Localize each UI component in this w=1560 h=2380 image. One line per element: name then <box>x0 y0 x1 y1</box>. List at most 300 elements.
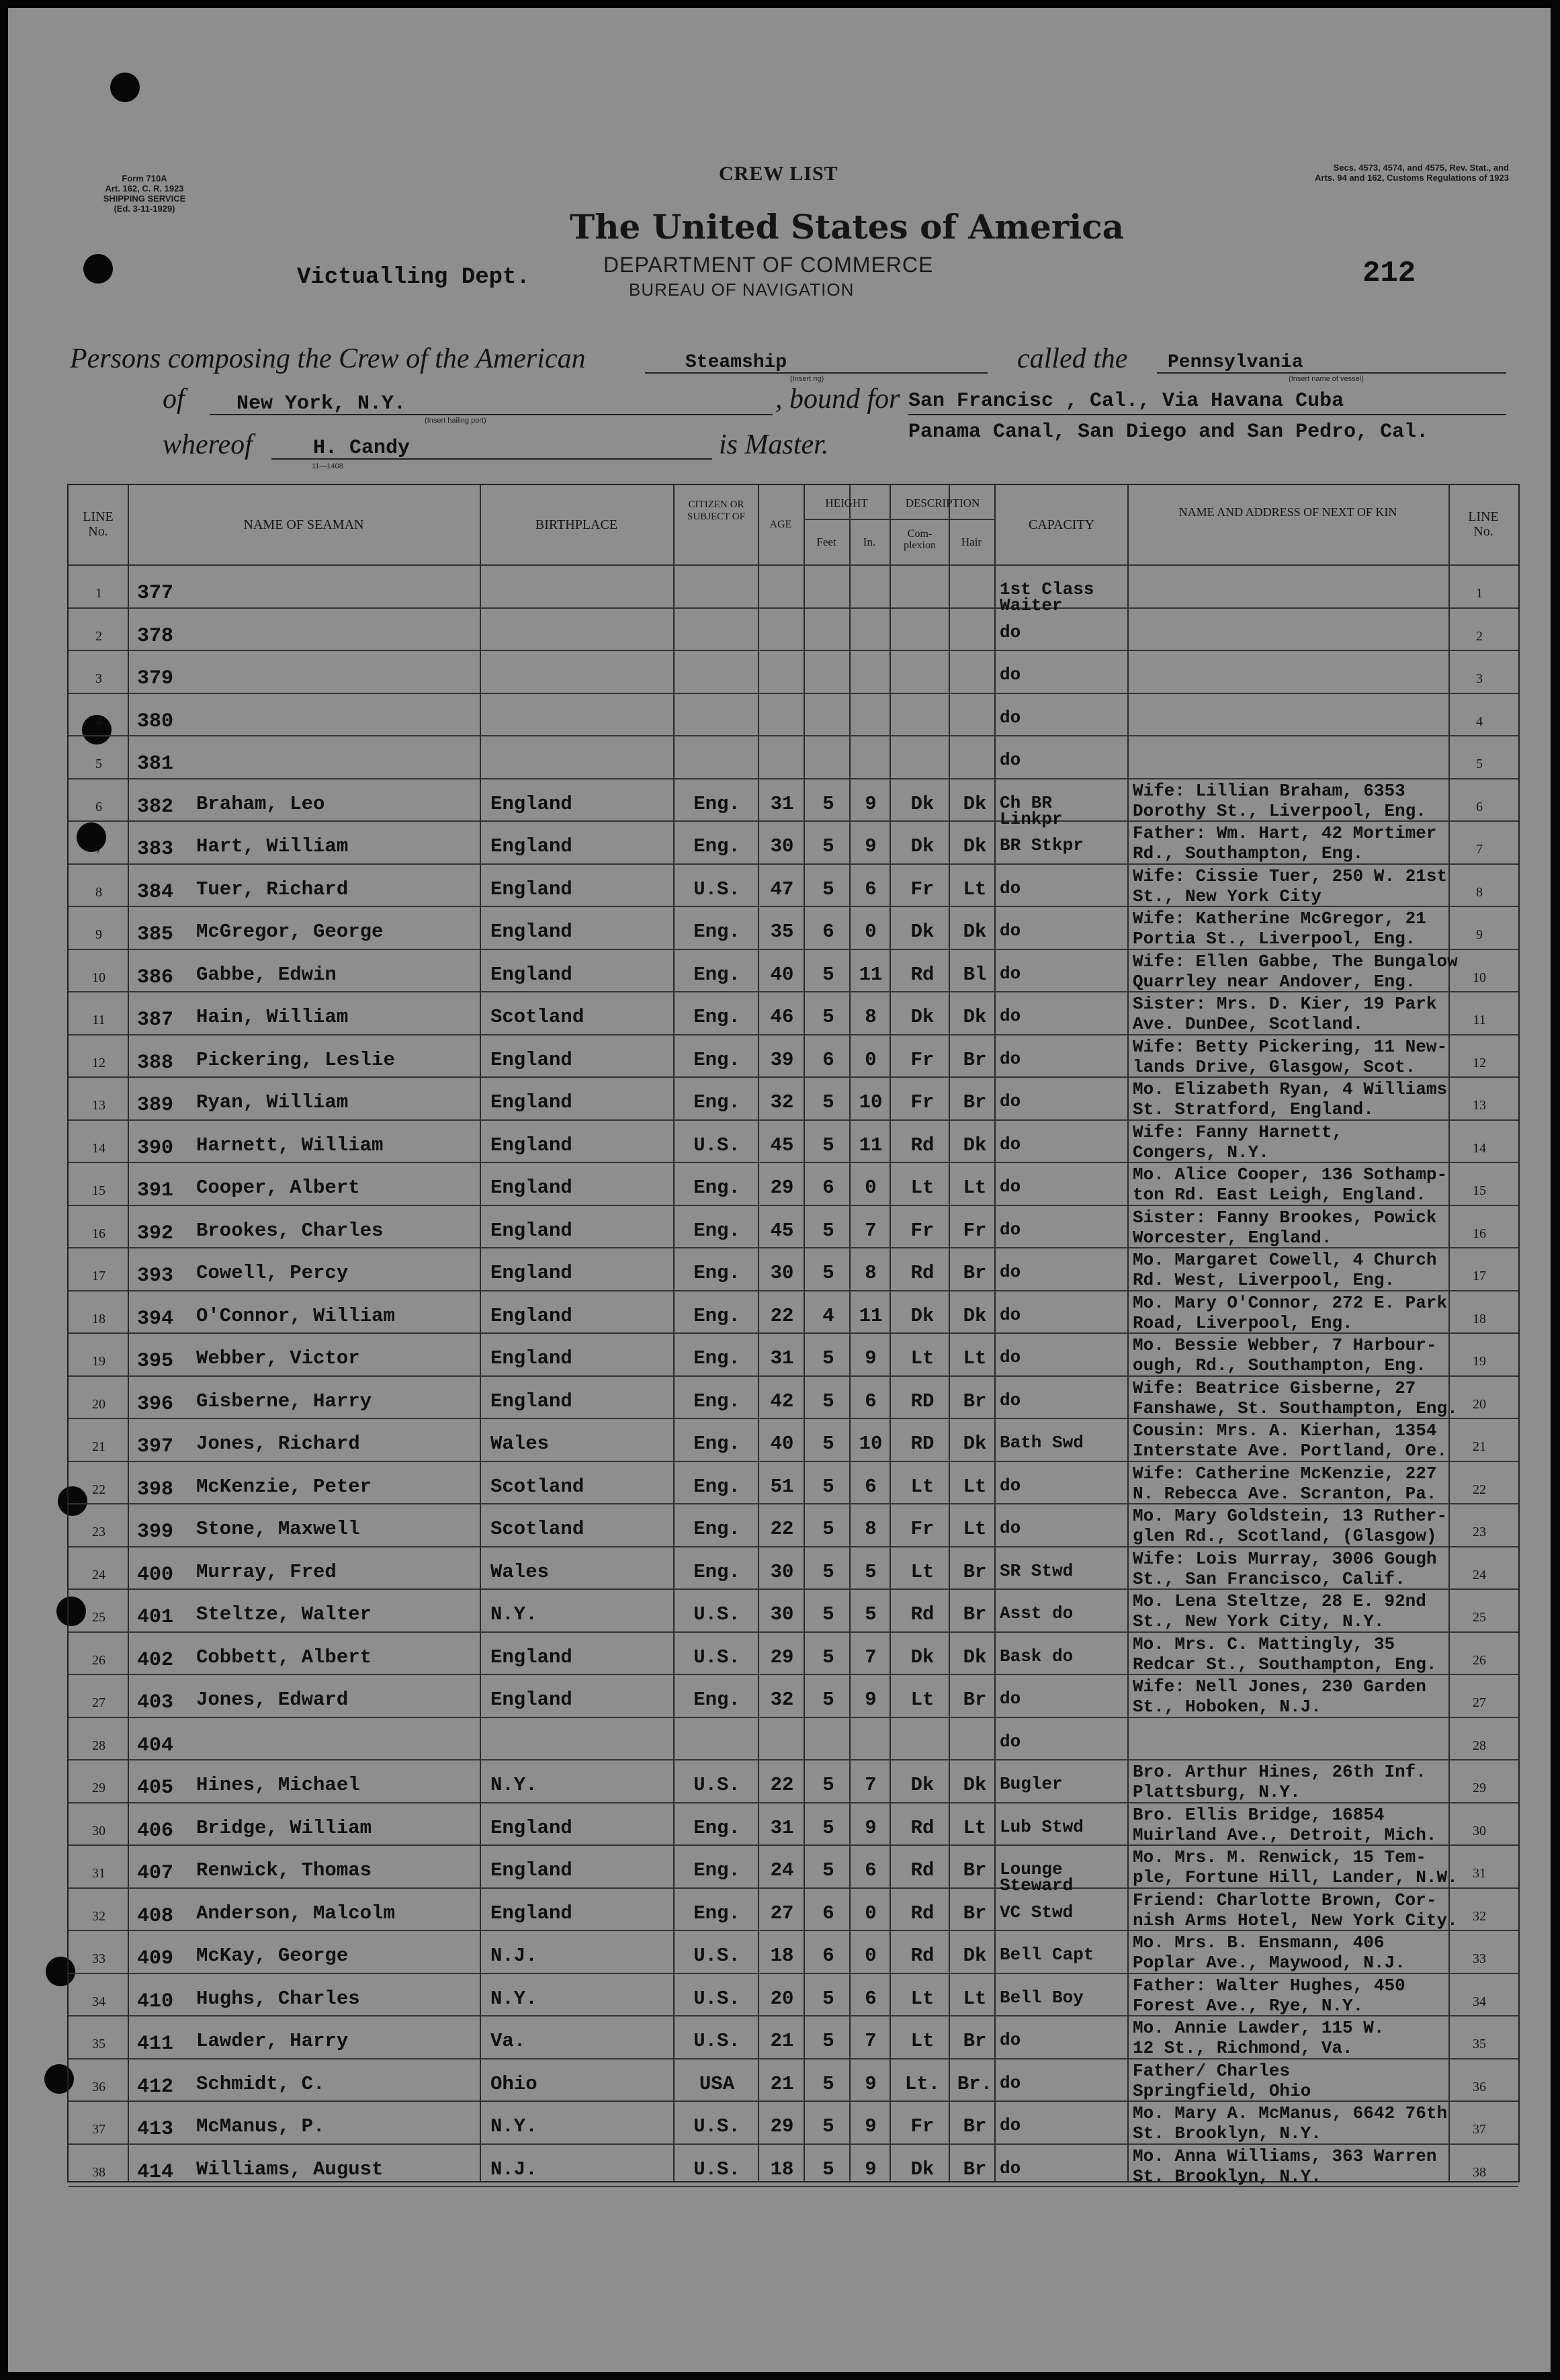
row-line-number-right: 32 <box>1473 1908 1486 1924</box>
table-row <box>69 1334 1518 1377</box>
next-of-kin-line-1: Mo. Elizabeth Ryan, 4 Williams <box>1133 1079 1448 1099</box>
seaman-name: Bridge, William <box>196 1816 372 1839</box>
row-line-number-right: 13 <box>1473 1098 1486 1113</box>
complexion: Fr <box>910 1091 935 1113</box>
birthplace: N.J. <box>490 2158 537 2180</box>
height-inches: 8 <box>865 1006 877 1028</box>
height-inches: 8 <box>865 1262 877 1284</box>
hair-color: Lt <box>963 1177 987 1199</box>
height-inches: 9 <box>865 2072 877 2095</box>
citizenship: Eng. <box>693 835 740 857</box>
citizenship: Eng. <box>693 1091 740 1113</box>
height-feet: 5 <box>822 2158 834 2180</box>
home-port: New York, N.Y. <box>236 392 406 415</box>
column-header-height: HEIGHT <box>825 497 868 509</box>
seaman-name: Cobbett, Albert <box>196 1646 372 1668</box>
table-row <box>69 2145 1518 2188</box>
next-of-kin-line-1: Bro. Arthur Hines, 26th Inf. <box>1133 1762 1426 1782</box>
next-of-kin-line-2: Interstate Ave. Portland, Ore. <box>1133 1441 1448 1461</box>
seaman-number: 399 <box>137 1521 174 1543</box>
table-row <box>69 1419 1518 1462</box>
citizenship: USA <box>699 2072 735 2095</box>
table-row <box>69 1078 1518 1121</box>
height-feet: 5 <box>822 1816 834 1839</box>
complexion: Fr <box>910 1518 935 1540</box>
height-feet: 6 <box>822 921 834 943</box>
complexion: Rd <box>910 1134 935 1156</box>
capacity: Bell Capt <box>1000 1945 1094 1965</box>
height-inches: 9 <box>865 2158 877 2180</box>
birthplace: N.Y. <box>490 1603 537 1625</box>
seaman-name: Gisberne, Harry <box>196 1390 372 1412</box>
row-line-number: 1 <box>95 586 102 601</box>
next-of-kin-line-2: Road, Liverpool, Eng. <box>1133 1312 1353 1333</box>
form-id-line: (Ed. 3-11-1929) <box>114 204 175 214</box>
capacity: do <box>1000 665 1021 685</box>
column-header-birthplace: BIRTHPLACE <box>535 517 618 532</box>
height-feet: 6 <box>822 1177 834 1199</box>
row-line-number: 35 <box>92 2037 105 2051</box>
row-line-number-right: 23 <box>1473 1525 1486 1539</box>
row-line-number-right: 12 <box>1473 1055 1486 1070</box>
master-name: H. Candy <box>313 437 410 460</box>
table-row <box>69 736 1518 779</box>
column-header-inches: In. <box>863 536 876 548</box>
height-feet: 5 <box>822 1262 834 1284</box>
height-feet: 5 <box>822 1646 834 1668</box>
citizenship: Eng. <box>693 1390 740 1412</box>
department-label: Victualling Dept. <box>297 265 530 290</box>
height-feet: 5 <box>822 1347 834 1369</box>
column-header-line-no-right: LINE No. <box>1468 509 1499 539</box>
row-line-number: 17 <box>92 1269 105 1283</box>
complexion: Lt. <box>904 2072 941 2095</box>
row-line-number-right: 35 <box>1473 2037 1486 2051</box>
seaman-name: Hughs, Charles <box>196 1987 360 2010</box>
height-feet: 5 <box>822 1006 834 1028</box>
row-line-number-right: 2 <box>1476 628 1483 644</box>
complexion: Rd <box>910 1945 935 1967</box>
next-of-kin-line-1: Wife: Lois Murray, 3006 Gough <box>1133 1548 1437 1569</box>
age: 35 <box>770 921 794 943</box>
complexion: Fr <box>910 2115 935 2137</box>
citizenship: Eng. <box>693 792 740 815</box>
of-label: of <box>163 384 185 415</box>
next-of-kin-line-2: N. Rebecca Ave. Scranton, Pa. <box>1133 1483 1437 1504</box>
row-line-number: 15 <box>92 1183 105 1198</box>
persons-label: Persons composing the Crew of the American <box>70 343 586 374</box>
age: 29 <box>770 1646 794 1668</box>
birthplace: N.Y. <box>490 1774 537 1796</box>
birthplace: England <box>490 835 572 857</box>
hair-color: Br <box>963 1560 987 1583</box>
row-line-number: 8 <box>95 884 102 900</box>
row-line-number: 37 <box>92 2122 105 2137</box>
capacity: do <box>1000 1134 1021 1154</box>
seaman-number: 390 <box>137 1136 174 1160</box>
column-header-feet: Feet <box>816 536 836 548</box>
seaman-name: Ryan, William <box>196 1091 349 1113</box>
height-feet: 6 <box>822 1902 834 1924</box>
next-of-kin-line-2: nish Arms Hotel, New York City. <box>1133 1910 1458 1930</box>
next-of-kin-line-1: Mo. Alice Cooper, 136 Sothamp- <box>1133 1164 1448 1185</box>
height-inches: 10 <box>859 1091 883 1113</box>
height-feet: 5 <box>822 1518 834 1540</box>
row-line-number: 10 <box>92 970 105 985</box>
next-of-kin-line-2: Poplar Ave., Maywood, N.J. <box>1133 1953 1405 1973</box>
row-line-number: 32 <box>92 1908 105 1924</box>
complexion: Dk <box>910 1646 935 1668</box>
height-inches: 8 <box>865 1518 877 1540</box>
next-of-kin-line-1: Wife: Beatrice Gisberne, 27 <box>1133 1377 1416 1398</box>
next-of-kin-line-2: St. Brooklyn, N.Y. <box>1133 2123 1321 2143</box>
column-header-citizen: CITIZEN OR SUBJECT OF <box>687 499 745 522</box>
capacity: VC Stwd <box>1000 1902 1074 1922</box>
citizenship: Eng. <box>693 1262 740 1284</box>
hair-color: Dk <box>963 1006 987 1028</box>
seaman-number: 406 <box>137 1819 174 1842</box>
complexion: Rd <box>910 963 935 986</box>
vessel-name: Pennsylvania <box>1168 352 1303 373</box>
capacity: do <box>1000 2072 1021 2093</box>
complexion: Lt <box>910 1560 935 1583</box>
age: 27 <box>770 1902 794 1924</box>
age: 39 <box>770 1048 794 1071</box>
next-of-kin-line-2: Forest Ave., Rye, N.Y. <box>1133 1995 1364 2016</box>
hair-color: Dk <box>963 1774 987 1796</box>
height-feet: 5 <box>822 1987 834 2010</box>
seaman-number: 394 <box>137 1307 174 1330</box>
form-id-line: Art. 162, C. R. 1923 <box>105 183 184 194</box>
table-row <box>69 779 1518 829</box>
age: 21 <box>770 2072 794 2095</box>
table-row <box>69 1547 1518 1590</box>
height-inches: 5 <box>865 1603 877 1625</box>
next-of-kin-line-1: Mo. Lena Steltze, 28 E. 92nd <box>1133 1591 1426 1611</box>
form-id-block <box>81 173 208 214</box>
seaman-name: Hines, Michael <box>196 1774 360 1796</box>
height-feet: 4 <box>822 1304 834 1327</box>
capacity: do <box>1000 1177 1021 1197</box>
age: 30 <box>770 1603 794 1625</box>
seaman-number: 386 <box>137 966 174 989</box>
next-of-kin-line-2: Plattsburg, N.Y. <box>1133 1782 1301 1802</box>
next-of-kin-line-2: lands Drive, Glasgow, Scot. <box>1133 1056 1416 1077</box>
seaman-name: O'Connor, William <box>196 1304 395 1327</box>
row-line-number: 9 <box>95 927 102 942</box>
table-row <box>69 2016 1518 2059</box>
capacity: BR Stkpr <box>1000 835 1084 855</box>
table-row <box>69 566 1518 615</box>
column-header-description: DESCRIPTION <box>905 497 980 509</box>
height-inches: 0 <box>865 1945 877 1967</box>
bureau-name: BUREAU OF NAVIGATION <box>629 280 855 300</box>
row-line-number-right: 19 <box>1473 1354 1486 1369</box>
hair-color: Br <box>963 1689 987 1711</box>
row-line-number-right: 26 <box>1473 1652 1486 1668</box>
citizenship: Eng. <box>693 921 740 943</box>
next-of-kin-line-2: ton Rd. East Leigh, England. <box>1133 1185 1426 1205</box>
hair-color: Dk <box>963 1433 987 1455</box>
citizenship: U.S. <box>693 1603 740 1625</box>
next-of-kin-line-1: Mo. Mary Goldstein, 13 Ruther- <box>1133 1506 1448 1526</box>
row-line-number-right: 20 <box>1473 1396 1486 1412</box>
table-row <box>69 822 1518 865</box>
column-header-complexion: Com- plexion <box>904 528 936 551</box>
seaman-name: McGregor, George <box>196 921 384 943</box>
hair-color: Lt <box>963 1816 987 1839</box>
row-line-number-right: 34 <box>1473 1994 1486 2009</box>
row-line-number-right: 9 <box>1476 927 1483 942</box>
table-row <box>69 651 1518 694</box>
citizenship: Eng. <box>693 963 740 986</box>
birthplace: England <box>490 1134 572 1156</box>
document-title: CREW LIST <box>719 163 838 185</box>
row-line-number-right: 4 <box>1476 714 1483 729</box>
height-subheader-rule <box>804 519 994 520</box>
birthplace: Va. <box>490 2030 526 2052</box>
seaman-number: 380 <box>137 710 174 733</box>
table-row <box>69 1590 1518 1633</box>
capacity: Bath Swd <box>1000 1433 1084 1453</box>
next-of-kin-line-2: ough, Rd., Southampton, Eng. <box>1133 1355 1426 1375</box>
seaman-number: 384 <box>137 880 174 904</box>
department-name: DEPARTMENT OF COMMERCE <box>603 253 934 277</box>
capacity: 1st Class <box>1000 579 1094 599</box>
age: 30 <box>770 1262 794 1284</box>
destination-line-2: Panama Canal, San Diego and San Pedro, Cal. <box>908 421 1429 443</box>
height-feet: 5 <box>822 1134 834 1156</box>
seaman-number: 407 <box>137 1862 174 1885</box>
capacity: Bask do <box>1000 1646 1074 1666</box>
complexion: Rd <box>910 1603 935 1625</box>
seaman-number: 408 <box>137 1904 174 1928</box>
row-line-number: 31 <box>92 1866 105 1881</box>
complexion: RD <box>910 1433 935 1455</box>
birthplace: Wales <box>490 1560 550 1583</box>
birthplace: England <box>490 1091 572 1113</box>
height-inches: 9 <box>865 792 877 815</box>
height-feet: 5 <box>822 792 834 815</box>
next-of-kin-line-1: Father/ Charles <box>1133 2060 1291 2081</box>
height-inches: 0 <box>865 921 877 943</box>
complexion: Lt <box>910 1347 935 1369</box>
complexion: Dk <box>910 792 935 815</box>
next-of-kin-line-2: Quarrley near Andover, Eng. <box>1133 971 1416 992</box>
citizenship: Eng. <box>693 1177 740 1199</box>
printer-code: 11—1408 <box>312 462 343 470</box>
height-feet: 5 <box>822 1560 834 1583</box>
hair-color: Br <box>963 2030 987 2052</box>
capacity: Ch BR <box>1000 792 1053 813</box>
next-of-kin-line-1: Wife: Nell Jones, 230 Garden <box>1133 1676 1426 1697</box>
hair-color: Bl <box>963 963 987 986</box>
next-of-kin-line-1: Wife: Katherine McGregor, 21 <box>1133 908 1426 929</box>
age: 40 <box>770 963 794 986</box>
seaman-number: 397 <box>137 1435 174 1458</box>
seaman-number: 385 <box>137 923 174 946</box>
capacity: do <box>1000 921 1021 941</box>
height-inches: 6 <box>865 1475 877 1498</box>
row-line-number: 16 <box>92 1226 105 1241</box>
next-of-kin-line-1: Father: Wm. Hart, 42 Mortimer <box>1133 823 1437 843</box>
birthplace: N.Y. <box>490 1987 537 2010</box>
hair-color: Lt <box>963 1987 987 2010</box>
hair-color: Lt <box>963 1518 987 1540</box>
row-line-number: 13 <box>92 1098 105 1113</box>
seaman-number: 414 <box>137 2160 174 2184</box>
hair-color: Dk <box>963 1945 987 1967</box>
height-feet: 5 <box>822 1689 834 1711</box>
row-line-number: 26 <box>92 1652 105 1668</box>
called-label: called the <box>1017 343 1128 374</box>
height-inches: 6 <box>865 1859 877 1881</box>
next-of-kin-line-1: Mo. Mary O'Connor, 272 E. Park <box>1133 1292 1448 1313</box>
seaman-number: 400 <box>137 1563 174 1586</box>
row-line-number: 33 <box>92 1951 105 1966</box>
citizenship: U.S. <box>693 2158 740 2180</box>
seaman-number: 388 <box>137 1051 174 1074</box>
port-hint: (Insert hailing port) <box>425 417 486 425</box>
height-feet: 6 <box>822 1945 834 1967</box>
capacity: do <box>1000 707 1021 728</box>
height-feet: 5 <box>822 1390 834 1412</box>
birthplace: England <box>490 921 572 943</box>
row-line-number-right: 25 <box>1473 1610 1486 1625</box>
row-line-number-right: 7 <box>1476 842 1483 857</box>
birthplace: England <box>490 963 572 986</box>
birthplace: England <box>490 1646 572 1668</box>
seaman-name: Lawder, Harry <box>196 2030 349 2052</box>
capacity-line-2: Linkpr <box>1000 808 1063 829</box>
next-of-kin-line-1: Mo. Mary A. McManus, 6642 76th <box>1133 2103 1448 2123</box>
citizenship: U.S. <box>693 2030 740 2052</box>
seaman-name: Jones, Richard <box>196 1433 360 1455</box>
birthplace: Ohio <box>490 2072 537 2095</box>
seaman-name: Stone, Maxwell <box>196 1518 360 1540</box>
table-row <box>69 2102 1518 2145</box>
birthplace: England <box>490 1902 572 1924</box>
crew-list-document <box>8 8 1551 2372</box>
birthplace: Scotland <box>490 1006 584 1028</box>
capacity: do <box>1000 1475 1021 1496</box>
birthplace: England <box>490 792 572 815</box>
citizenship: Eng. <box>693 1902 740 1924</box>
next-of-kin-line-2: Portia St., Liverpool, Eng. <box>1133 929 1416 949</box>
complexion: Lt <box>910 1475 935 1498</box>
capacity: do <box>1000 1518 1021 1538</box>
complexion: Dk <box>910 2158 935 2180</box>
capacity-line-2: Waiter <box>1000 595 1063 615</box>
next-of-kin-line-1: Sister: Mrs. D. Kier, 19 Park <box>1133 994 1437 1014</box>
birthplace: England <box>490 1689 572 1711</box>
form-id-line: Form 710A <box>122 173 167 183</box>
bound-label: , bound for <box>775 384 900 415</box>
next-of-kin-line-1: Mo. Mrs. B. Ensmann, 406 <box>1133 1932 1385 1953</box>
row-line-number: 20 <box>92 1396 105 1412</box>
citizenship: Eng. <box>693 1859 740 1881</box>
height-inches: 6 <box>865 878 877 900</box>
statute-reference <box>1240 163 1509 183</box>
birthplace: England <box>490 1177 572 1199</box>
complexion: Dk <box>910 1774 935 1796</box>
row-line-number: 5 <box>95 757 102 771</box>
next-of-kin-line-2: St., Hoboken, N.J. <box>1133 1697 1321 1717</box>
row-line-number: 11 <box>92 1013 105 1027</box>
age: 45 <box>770 1219 794 1242</box>
age: 42 <box>770 1390 794 1412</box>
hair-color: Br <box>963 1859 987 1881</box>
citizenship: Eng. <box>693 1560 740 1583</box>
seaman-name: Harnett, William <box>196 1134 384 1156</box>
capacity: do <box>1000 1006 1021 1026</box>
table-row <box>69 907 1518 950</box>
height-inches: 11 <box>859 963 883 986</box>
next-of-kin-line-2: Rd. West, Liverpool, Eng. <box>1133 1270 1395 1290</box>
seaman-number: 398 <box>137 1478 174 1501</box>
height-feet: 5 <box>822 1475 834 1498</box>
seaman-name: Tuer, Richard <box>196 878 349 900</box>
age: 45 <box>770 1134 794 1156</box>
capacity: do <box>1000 1219 1021 1240</box>
next-of-kin-line-2: glen Rd., Scotland, (Glasgow) <box>1133 1526 1437 1546</box>
table-row <box>69 1846 1518 1896</box>
next-of-kin-line-2: St., San Francisco, Calif. <box>1133 1568 1405 1589</box>
height-feet: 5 <box>822 1433 834 1455</box>
hair-color: Br <box>963 1048 987 1071</box>
next-of-kin-line-2: Muirland Ave., Detroit, Mich. <box>1133 1824 1437 1845</box>
height-inches: 9 <box>865 1347 877 1369</box>
table-row <box>69 950 1518 993</box>
height-inches: 9 <box>865 1689 877 1711</box>
complexion: Lt <box>910 2030 935 2052</box>
complexion: Lt <box>910 1177 935 1199</box>
height-inches: 5 <box>865 1560 877 1583</box>
hair-color: Br <box>963 1902 987 1924</box>
row-line-number-right: 27 <box>1473 1695 1486 1710</box>
birthplace: England <box>490 1816 572 1839</box>
next-of-kin-line-1: Mo. Mrs. C. Mattingly, 35 <box>1133 1633 1395 1654</box>
age: 40 <box>770 1433 794 1455</box>
seaman-number: 382 <box>137 795 174 818</box>
capacity: Asst do <box>1000 1603 1074 1623</box>
age: 22 <box>770 1304 794 1327</box>
citizenship: Eng. <box>693 1689 740 1711</box>
capacity: do <box>1000 1689 1021 1709</box>
hair-color: Br <box>963 1091 987 1113</box>
height-inches: 6 <box>865 1390 877 1412</box>
row-line-number-right: 28 <box>1473 1738 1486 1753</box>
complexion: Dk <box>910 1006 935 1028</box>
seaman-name: Williams, August <box>196 2158 384 2180</box>
seaman-number: 391 <box>137 1179 174 1202</box>
next-of-kin-line-1: Wife: Lillian Braham, 6353 <box>1133 780 1405 801</box>
seaman-name: McManus, P. <box>196 2115 325 2137</box>
capacity: SR Stwd <box>1000 1560 1074 1581</box>
table-row <box>69 1931 1518 1974</box>
row-line-number-right: 17 <box>1473 1269 1486 1283</box>
row-line-number-right: 16 <box>1473 1226 1486 1241</box>
row-line-number: 29 <box>92 1781 105 1795</box>
hair-color: Dk <box>963 835 987 857</box>
citizenship: Eng. <box>693 1475 740 1498</box>
complexion: Dk <box>910 835 935 857</box>
citizenship: Eng. <box>693 1219 740 1242</box>
row-line-number-right: 5 <box>1476 757 1483 771</box>
table-row <box>69 1504 1518 1547</box>
row-line-number-right: 31 <box>1473 1866 1486 1881</box>
height-inches: 11 <box>859 1134 883 1156</box>
